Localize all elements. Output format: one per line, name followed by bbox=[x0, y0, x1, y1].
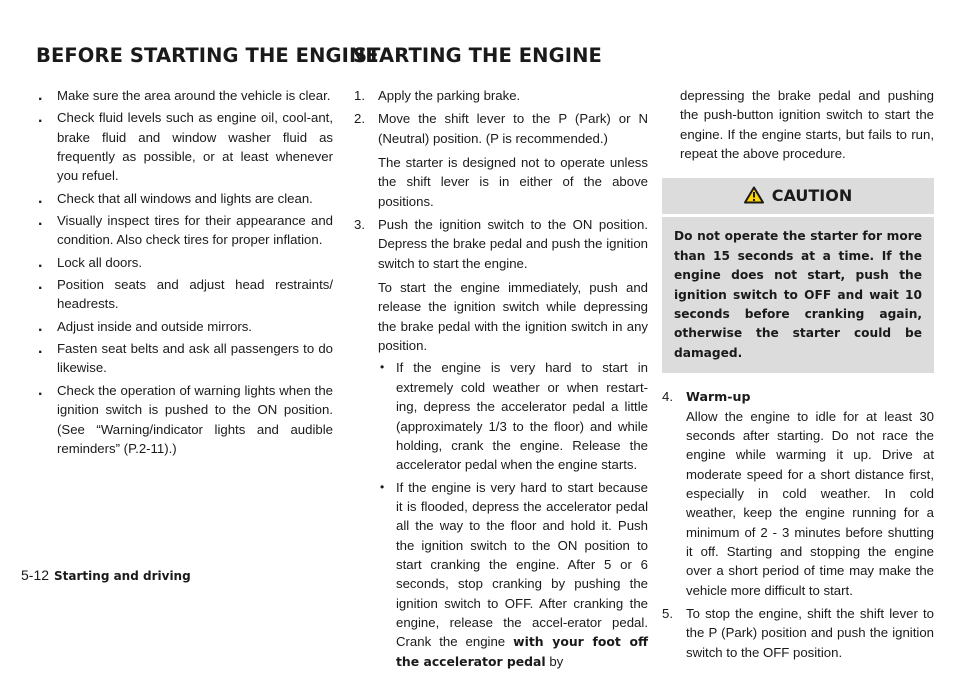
list-item: . Lock all doors. bbox=[38, 253, 143, 271]
step-2: 2. Move the shift lever to the P (Park) or N (Neutral) position. (P is recommended.) The starter is designed not to operate unless the shift lever is in either of the above positions. bbox=[354, 109, 648, 211]
section-title: Starting and driving bbox=[54, 569, 191, 583]
warning-triangle-icon bbox=[744, 186, 764, 204]
caution-title: CAUTION bbox=[771, 186, 853, 206]
step-3: 3. Push the ignition switch to the ON position. Depress the brake pedal and push the ignition switch to start the engine. To start the engine immediately, push and release the ignition switch while depressing the brake pedal with the ignition switch in any position. • If the engine is very hard to start in extremely cold weather or when restart-ing, depress the accelerator pedal a little (approximately 1/3 to the floor) and while holding, crank the engine. Release the accelerator pedal when the engine starts. • If the engine is very hard to start because it is flooded, depress the accelerator pedal all the way to the floor and hold it. Push the ignition switch to the ON position to start cranking the engine. After 5 or 6 seconds, stop cranking by pushing the ignition switch to OFF. After cranking the engine, release the accel-erator pedal. Crank the engine with your foot off the accelerator pedal by bbox=[354, 215, 648, 671]
checklist bbox=[37, 86, 333, 458]
page-footer bbox=[21, 567, 191, 585]
list-item: . Check that all windows and lights are clean. bbox=[38, 189, 313, 207]
step-5: 5. To stop the engine, shift the shift lever to the P (Park) position and push the ignition switch to the OFF position. bbox=[662, 604, 934, 662]
steps-list bbox=[354, 86, 648, 671]
step-4: 4. Warm-up Allow the engine to idle for at least 30 seconds after starting. Do not race the engine while warming it up. Drive at moderate speed for a short distance first, especially in cold weather. In cold weather, keep the engine running for a minimum of 2 - 3 minutes before shutting it off. Starting and stopping the engine over a short period of time may make the vehicle more difficult to start. bbox=[662, 387, 934, 600]
continued-column bbox=[662, 86, 934, 666]
emphasis-text: with your foot off the accelerator pedal bbox=[396, 634, 648, 669]
page-number: 5-12 bbox=[21, 567, 50, 583]
step-4-text: Allow the engine to idle for at least 30 seconds after starting. Do not race the engine while warming it up. Drive at moderate speed for a short distance first, especially in cold weather. In cold weather, keep the engine running for a minimum of 2 - 3 minutes before shutting it off. Starting and stopping the engine over a short period of time may make the vehicle more difficult to start. bbox=[686, 408, 934, 598]
step-3-continuation: depressing the brake pedal and pushing the push-button ignition switch to start the engine. If the engine starts, but fails to run, repeat the above procedure. bbox=[680, 88, 934, 162]
step-4-title: Warm-up bbox=[686, 389, 751, 405]
caution-text: Do not operate the starter for more than 15 seconds at a time. If the engine does not start, push the ignition switch to OFF and wait 10 seconds before cranking again, otherwise the starter could be damaged. bbox=[674, 229, 922, 360]
step-2-text: Move the shift lever to the P (Park) or N (Neutral) position. (P is recommended.) bbox=[378, 111, 648, 146]
step-3-text: Push the ignition switch to the ON position. Depress the brake pedal and push the ignition switch to start the engine. bbox=[378, 217, 648, 271]
step-3-sublist bbox=[378, 358, 648, 671]
list-item: . Position seats and adjust head restraints/ headrests. bbox=[38, 276, 333, 312]
step-1: 1. Apply the parking brake. bbox=[354, 88, 521, 103]
list-item: . Fasten seat belts and ask all passengers to do likewise. bbox=[38, 340, 333, 376]
before-starting-column bbox=[37, 86, 333, 461]
step-3-note: To start the engine immediately, push and release the ignition switch while depressing the brake pedal with the ignition switch in any position. bbox=[378, 280, 648, 354]
heading-starting-engine: STARTING THE ENGINE bbox=[353, 44, 602, 67]
list-item: . Adjust inside and outside mirrors. bbox=[38, 317, 252, 335]
step-5-text: To stop the engine, shift the shift lever to the P (Park) position and push the ignition switch to the OFF position. bbox=[686, 606, 934, 660]
list-item: . Visually inspect tires for their appearance and condition. Also check tires for proper inflation. bbox=[38, 212, 333, 248]
step-2-note: The starter is designed not to operate unless the shift lever is in either of the above positions. bbox=[378, 155, 648, 209]
list-item: . Check the operation of warning lights when the ignition switch is pushed to the ON position. (See “Warning/indicator lights and audible reminders” (P.2-11).) bbox=[38, 381, 333, 456]
steps-list-continued bbox=[662, 387, 934, 662]
list-item: . Make sure the area around the vehicle is clear. bbox=[38, 87, 331, 104]
heading-before-starting: BEFORE STARTING THE ENGINE bbox=[36, 44, 379, 67]
list-item: . Check fluid levels such as engine oil, cool-ant, brake fluid and window washer fluid as frequently as possible, or at least whenever you refuel. bbox=[38, 109, 333, 184]
sub-item: • If the engine is very hard to start in extremely cold weather or when restart-ing, depress the accelerator pedal a little (approximately 1/3 to the floor) and while holding, crank the engine. Release the accelerator pedal when the engine starts. bbox=[380, 360, 648, 473]
caution-box bbox=[662, 178, 934, 373]
caution-header bbox=[662, 178, 934, 217]
sub-item: • If the engine is very hard to start because it is flooded, depress the accelerator pedal all the way to the floor and hold it. Push the ignition switch to the ON position to start cranking the engine. After 5 or 6 seconds, stop cranking by pushing the ignition switch to OFF. After cranking the engine, release the accel-erator pedal. Crank the engine with your foot off the accelerator pedal by bbox=[380, 479, 648, 669]
starting-steps-column bbox=[354, 86, 648, 675]
